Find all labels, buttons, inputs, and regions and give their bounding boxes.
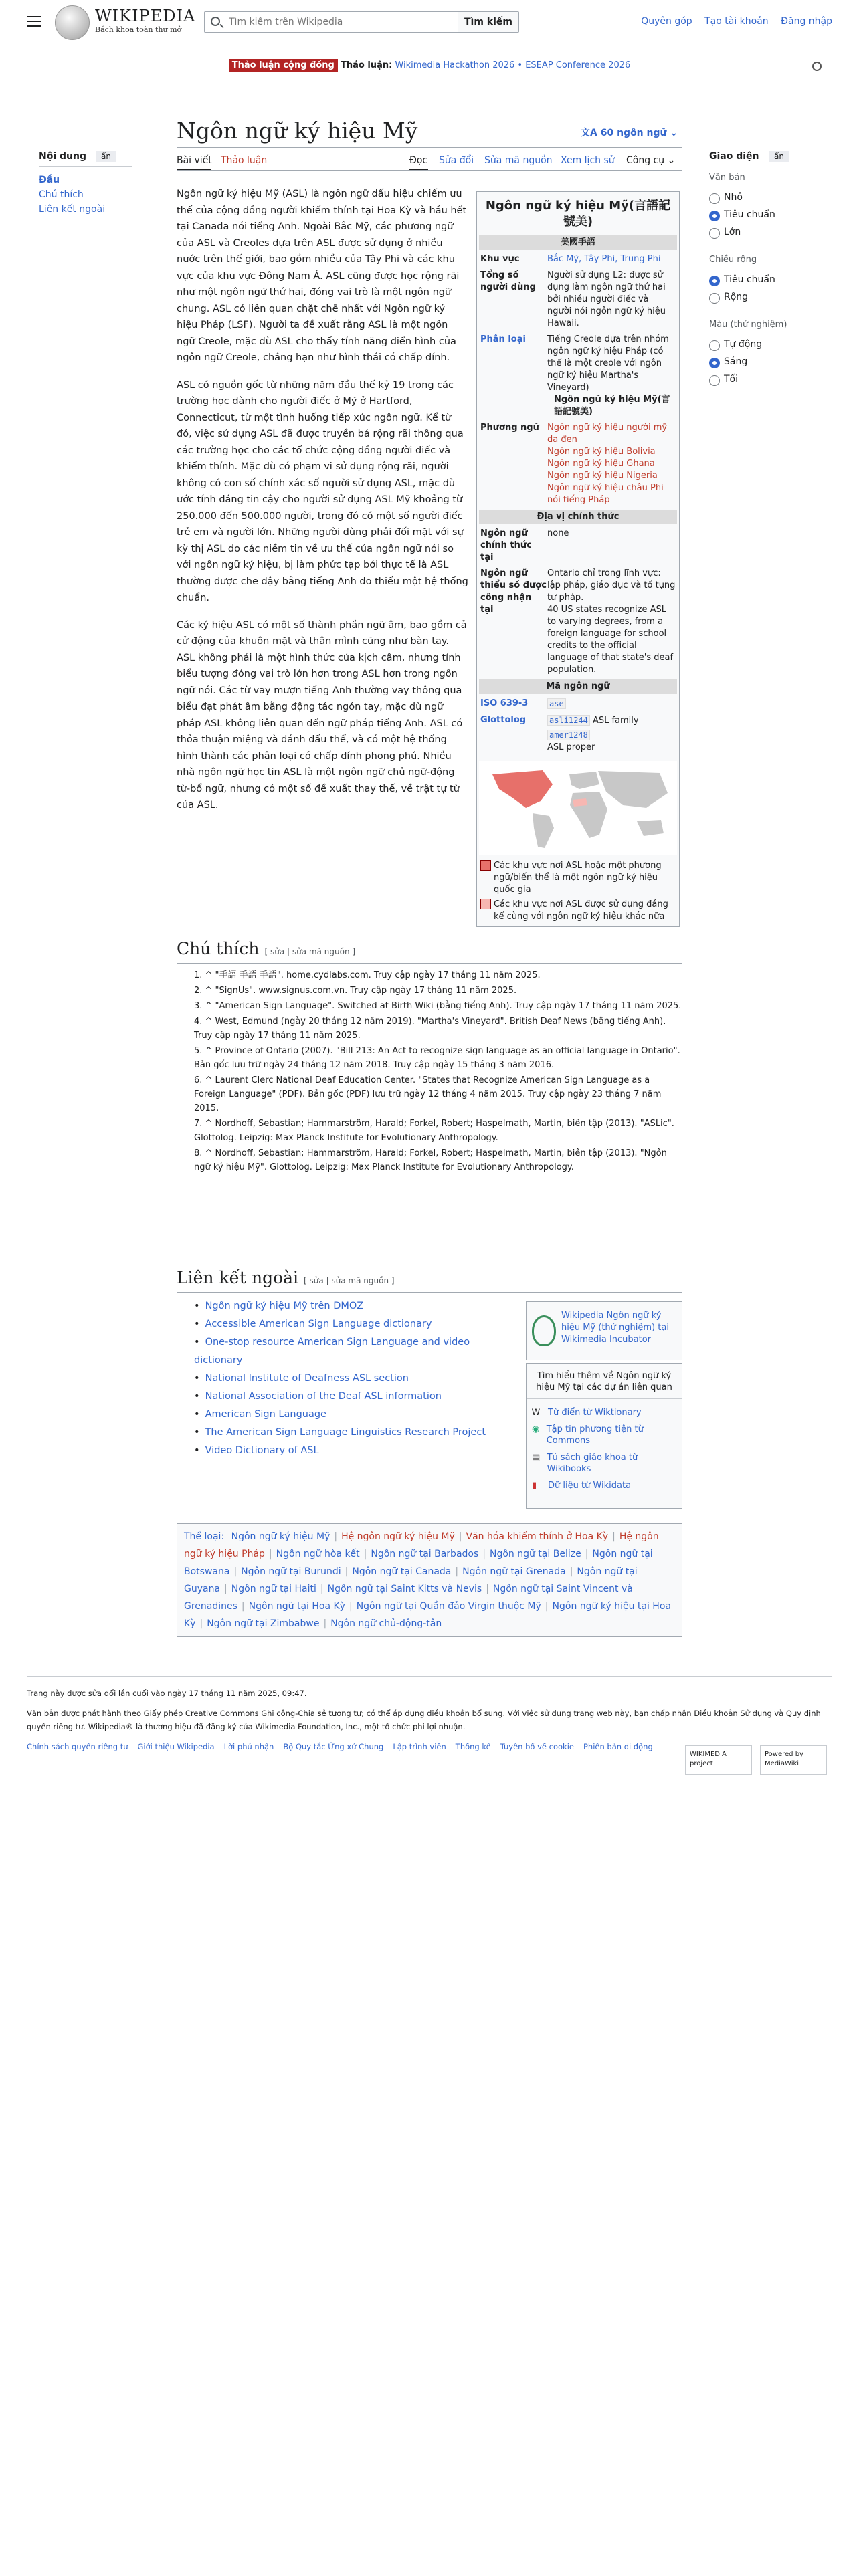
legend-text: Các khu vực nơi ASL hoặc một phương ngữ/biến thể là một ngôn ngữ ký hiệu quốc gia xyxy=(494,861,662,895)
wikipedia-globe-logo[interactable] xyxy=(55,5,90,40)
incubator-link[interactable]: Wikimedia Incubator xyxy=(561,1335,652,1345)
external-link[interactable]: • American Sign Language xyxy=(194,1406,508,1424)
infobox-minority-2: 40 US states recognize ASL to varying degrees, from a foreign language for school credits to the official language of that state's deaf population. xyxy=(547,605,674,675)
external-link[interactable]: • The American Sign Language Linguistics Research Project xyxy=(194,1424,508,1442)
reference-item: 3. ^ "American Sign Language". Switched at Birth Wiki (bằng tiếng Anh). Truy cập ngày 17 tháng 11 năm 2025. xyxy=(194,1001,682,1011)
category-separator: | xyxy=(363,1549,367,1560)
category-separator: | xyxy=(545,1601,549,1612)
sister-link[interactable]: Tủ sách giáo khoa từ Wikibooks xyxy=(547,1453,638,1474)
infobox-label: Khu vực xyxy=(480,254,520,264)
site-notice-banner xyxy=(0,60,859,70)
map-region xyxy=(533,813,554,848)
reference-item: 5. ^ Province of Ontario (2007). "Bill 213: An Act to recognize sign language as an official language in Ontario". Bản gốc lưu trữ ngày 24 tháng 12 năm 2018. Truy cập ngày 15 tháng 3 năm 2016. xyxy=(194,1046,680,1070)
banner-dismiss-icon[interactable] xyxy=(812,62,822,71)
reference-item: 8. ^ Nordhoff, Sebastian; Hammarström, Harald; Forkel, Robert; Haspelmath, Martin, biên tập (2013). "Ngôn ngữ ký hiệu Mỹ". Glottolog. Leipzig: Max Planck Institute for Evolutionary Anthropology. xyxy=(194,1148,667,1172)
map-region xyxy=(569,772,599,789)
search-button[interactable]: Tìm kiếm xyxy=(458,11,519,33)
last-modified: Trang này được sửa đổi lần cuối vào ngày 17 tháng 11 năm 2025, 09:47. xyxy=(27,1689,307,1698)
section-title: Liên kết ngoài xyxy=(177,1268,299,1287)
reference-item: 7. ^ Nordhoff, Sebastian; Hammarström, Harald; Forkel, Robert; Haspelmath, Martin, biên tập (2013). "ASLic". Glottolog. Leipzig: Max Planck Institute for Evolutionary Anthropology. xyxy=(194,1119,674,1143)
title-divider xyxy=(177,147,682,148)
reference-item: 6. ^ Laurent Clerc National Deaf Education Center. "States that Recognize American Sign Language as a Foreign Language" (PDF). Bản gốc (PDF) lưu trữ ngày 12 tháng 4 năm 2015. Truy cập ngày 23 tháng 7 năm 2015. xyxy=(194,1075,662,1113)
lead-paragraph-1: Ngôn ngữ ký hiệu Mỹ (ASL) là ngôn ngữ dấu hiệu chiếm ưu thế của cộng đồng người khiếm thính tại Hoa Kỳ và hầu hết tại Canada nói tiếng Anh. Ngoài Bắc Mỹ, các phương ngữ của ASL và Creoles dựa trên ASL được sử dụng ở nhiều nước trên thế giới, bao gồm nhiều của Tây Phi và các khu vực của khu vực Đông Nam Á. ASL cũng được học rộng rãi như một ngôn ngữ thứ hai, đóng vai trò là một ngôn ngữ chung. ASL có liên quan chặt chẽ nhất với Ngôn ngữ ký hiệu Pháp (LSF). Người ta đề xuất rằng ASL là một ngôn ngữ Creole, mặc dù ASL cho thấy tính năng điển hình của ngôn ngữ Creole, chẳng hạn như hình thái có chấp dính. xyxy=(177,189,467,363)
translate-icon: 文A xyxy=(581,128,601,138)
text-size-large-radio[interactable]: Lớn xyxy=(709,227,830,237)
commons-icon: ◉ xyxy=(532,1424,540,1434)
section-heading-external-links xyxy=(177,1268,395,1287)
infobox-region[interactable]: Bắc Mỹ, Tây Phi, Trung Phi xyxy=(547,254,661,264)
sister-projects-heading: Tìm hiểu thêm về Ngôn ngữ ký hiệu Mỹ tại các dự án liên quan xyxy=(527,1364,682,1399)
category-link[interactable]: Hệ ngôn ngữ ký hiệu Pháp xyxy=(184,1531,659,1560)
category-link[interactable]: Ngôn ngữ tại Guyana xyxy=(184,1566,638,1594)
category-link[interactable]: Hệ ngôn ngữ ký hiệu Mỹ xyxy=(341,1531,455,1542)
page-tabs xyxy=(177,155,682,174)
category-link[interactable]: Ngôn ngữ tại Canada xyxy=(352,1566,452,1577)
category-separator: | xyxy=(268,1549,272,1560)
category-link[interactable]: Ngôn ngữ chủ-động-tân xyxy=(330,1618,442,1629)
width-wide-radio[interactable]: Rộng xyxy=(709,292,830,302)
sister-link[interactable]: Dữ liệu từ Wikidata xyxy=(548,1481,632,1491)
category-link[interactable]: Ngôn ngữ hòa kết xyxy=(276,1549,360,1560)
tab-talk[interactable]: Thảo luận xyxy=(221,155,268,166)
width-standard-radio[interactable]: Tiêu chuẩn xyxy=(709,274,830,285)
category-separator: | xyxy=(224,1584,227,1594)
category-list xyxy=(184,1531,671,1629)
map-region xyxy=(492,770,553,808)
login-link[interactable]: Đăng nhập xyxy=(781,16,832,27)
tab-article[interactable]: Bài viết xyxy=(177,155,212,166)
text-size-standard-radio[interactable]: Tiêu chuẩn xyxy=(709,209,830,220)
dialect-link[interactable]: Ngôn ngữ ký hiệu người mỹ da đen xyxy=(547,423,668,445)
text-size-label: Văn bản xyxy=(709,173,830,185)
sister-projects-box xyxy=(526,1363,682,1509)
category-box xyxy=(177,1523,682,1637)
infobox-class-bullet: Ngôn ngữ ký hiệu Mỹ(言語記號美) xyxy=(554,395,670,417)
wikidata-icon: ▮ xyxy=(532,1481,537,1491)
user-links xyxy=(632,16,832,27)
external-link[interactable]: • Accessible American Sign Language dictionary xyxy=(194,1315,508,1333)
dialect-link[interactable]: Ngôn ngữ ký hiệu châu Phi nói tiếng Pháp xyxy=(547,483,664,505)
infobox-label[interactable]: ISO 639-3 xyxy=(480,698,529,708)
sister-link[interactable]: Tập tin phương tiện từ Commons xyxy=(546,1424,644,1446)
banner-label: Thảo luận: xyxy=(341,60,393,70)
external-link[interactable]: • National Association of the Deaf ASL information xyxy=(194,1388,508,1406)
category-link[interactable]: Ngôn ngữ tại Hoa Kỳ xyxy=(248,1601,345,1612)
tabs-divider xyxy=(177,170,682,171)
section-title: Chú thích xyxy=(177,939,260,958)
footer-link[interactable]: Lập trình viên xyxy=(393,1742,446,1751)
infobox-minority: Ontario chỉ trong lĩnh vực: lập pháp, giáo dục và tố tụng tư pháp. xyxy=(547,568,676,603)
lead-paragraph-2: ASL có nguồn gốc từ những năm đầu thế kỷ 19 trong các trường học dành cho người điếc ở Mỹ ở Hartford, Connecticut, từ một tình huống tiếp xúc ngôn ngữ. Kể từ đó, việc sử dụng ASL đã được truyền bá rộng rãi thông qua các trường học cho các tổ chức cộng đồng người điếc và khiếm thính. Mặc dù có phạm vi sử dụng rộng rãi, người không có con số chính xác số người sử dụng ASL, mặc dù ước tính đáng tin cậy cho người sử dụng ASL Mỹ khoảng từ 250.000 đến 500.000 người, trong đó có một số người điếc trẻ em và người lớn. Những người dùng phải đối mặt với sự kỳ thị ASL do các niềm tin về ưu thế của ngôn ngữ nói so với ngôn ngữ ký hiệu, bị làm phức tạp bởi thực tế là ASL thường được che đậy bằng tiếng Anh do thiếu một hệ thống chuẩn. xyxy=(177,379,468,603)
search-icon xyxy=(211,17,220,26)
language-selector[interactable] xyxy=(581,126,678,139)
category-link[interactable]: Ngôn ngữ tại Botswana xyxy=(184,1549,653,1577)
glottolog-note: ASL family xyxy=(592,716,639,726)
color-dark-radio[interactable]: Tối xyxy=(709,374,830,385)
incubator-icon xyxy=(532,1315,556,1346)
mediawiki-badge[interactable]: Powered by MediaWiki xyxy=(760,1745,827,1775)
banner-tag: Thảo luận cộng đồng xyxy=(229,59,338,72)
iso-code[interactable]: ase xyxy=(547,698,566,709)
wikipedia-wordmark[interactable]: WIKIPEDIA xyxy=(95,7,196,25)
glottolog-code[interactable]: amer1248 xyxy=(547,730,590,740)
site-header xyxy=(0,0,859,44)
wikimedia-badge[interactable]: WIKIMEDIA project xyxy=(685,1745,752,1775)
category-link[interactable]: Ngôn ngữ tại Saint Vincent và Grenadines xyxy=(184,1584,633,1612)
category-link[interactable]: Ngôn ngữ tại Barbados xyxy=(371,1549,479,1560)
infobox-label[interactable]: Glottolog xyxy=(480,715,527,725)
appearance-hide-button[interactable]: ẩn xyxy=(769,151,789,162)
glottolog-code[interactable]: asli1244 xyxy=(547,715,590,726)
category-separator: | xyxy=(345,1566,349,1577)
category-link[interactable]: Ngôn ngữ tại Zimbabwe xyxy=(207,1618,320,1629)
appearance-title: Giao diện xyxy=(709,151,759,162)
category-link[interactable]: Ngôn ngữ tại Haiti xyxy=(231,1584,316,1594)
sister-link[interactable]: Từ điển từ Wiktionary xyxy=(548,1408,642,1418)
external-link[interactable]: • Video Dictionary of ASL xyxy=(194,1442,508,1460)
infobox-speakers: Người sử dụng L2: được sử dụng làm ngôn ngữ thứ hai bởi nhiều người điếc và người nói ngôn ngữ ký hiệu Hawaii. xyxy=(547,270,666,328)
text-size-small-radio[interactable]: Nhỏ xyxy=(709,192,830,203)
lead-paragraph-3: Các ký hiệu ASL có một số thành phần ngữ âm, bao gồm cả cử động của khuôn mặt và thân mình cũng như bàn tay. ASL không phải là một hình thức của kịch câm, nhưng tính biểu tượng đóng vai trò lớn hơn trong ASL hơn trong ngôn ngữ nói. Các từ vay mượn tiếng Anh thường vay thông qua biểu đạt phát âm bằng động tác ngón tay, mặc dù ngữ pháp ASL không liên quan đến ngữ pháp tiếng Anh. ASL có thỏa thuận miệng và đánh dấu thể, và có một hệ thống hình thành các phân loại có chấp dính phong phú. Nhiều nhà ngôn ngữ học tin ASL là một ngôn ngữ chủ ngữ-động từ-bổ ngữ, nhưng có một số đề xuất thay thế, về trật tự từ của ASL. xyxy=(177,619,467,811)
footer xyxy=(27,1687,832,1753)
category-link[interactable]: Ngôn ngữ tại Quần đảo Virgin thuộc Mỹ xyxy=(356,1601,541,1612)
tab-history[interactable]: Xem lịch sử xyxy=(561,155,615,166)
create-account-link[interactable]: Tạo tài khoản xyxy=(704,16,769,27)
color-label: Màu (thử nghiệm) xyxy=(709,320,830,332)
tab-edit[interactable]: Sửa đổi xyxy=(439,155,474,166)
footer-link[interactable]: Bộ Quy tắc Ứng xử Chung xyxy=(283,1742,384,1751)
tab-edit-source[interactable]: Sửa mã nguồn xyxy=(484,155,553,166)
tab-read[interactable]: Đọc xyxy=(409,155,428,166)
main-menu-icon[interactable] xyxy=(27,14,41,26)
color-light-radio[interactable]: Sáng xyxy=(709,356,830,367)
section-divider xyxy=(177,963,682,964)
category-separator: | xyxy=(569,1566,573,1577)
category-separator: | xyxy=(323,1618,327,1629)
world-map[interactable] xyxy=(479,761,677,855)
category-link[interactable]: Ngôn ngữ ký hiệu tại Hoa Kỳ xyxy=(184,1601,671,1629)
category-separator: | xyxy=(486,1584,489,1594)
infobox-label[interactable]: Phân loại xyxy=(480,334,526,344)
category-separator: | xyxy=(455,1566,459,1577)
infobox-codes-header: Mã ngôn ngữ xyxy=(479,679,677,694)
category-link[interactable]: Văn hóa khiếm thính ở Hoa Kỳ xyxy=(466,1531,609,1542)
license-text: Văn bản được phát hành theo Giấy phép Creative Commons Ghi công-Chia sẻ tương tự; có thể áp dụng điều khoản bổ sung. Với việc sử dụng trang web này, bạn chấp nhận Điều khoản Sử dụng và Quy định quyền riêng tư. Wikipedia® là thương hiệu đã đăng ký của Wikimedia Foundation, Inc., một tổ chức phi lợi nhuận. xyxy=(27,1709,821,1731)
incubator-box xyxy=(526,1301,682,1360)
reference-item: 2. ^ "SignUs". www.signus.com.vn. Truy cập ngày 17 tháng 11 năm 2025. xyxy=(194,986,517,996)
infobox-label: Ngôn ngữ chính thức tại xyxy=(480,528,532,562)
external-link-list xyxy=(194,1297,508,1460)
categories-label[interactable]: Thể loại: xyxy=(184,1531,225,1542)
reference-item: 1. ^ "手語 手語 手語". home.cydlabs.com. Truy cập ngày 17 tháng 11 năm 2025. xyxy=(194,970,541,980)
infobox-label: Ngôn ngữ thiểu số được công nhận tại xyxy=(480,568,547,615)
infobox-official: none xyxy=(547,528,569,538)
article-body xyxy=(177,186,468,825)
category-separator: | xyxy=(612,1531,615,1542)
legend-text: Các khu vực nơi ASL được sử dụng đáng kể cùng với ngôn ngữ ký hiệu khác nữa xyxy=(494,899,668,922)
reference-item: 4. ^ West, Edmund (ngày 20 tháng 12 năm 2019). "Martha's Vineyard". British Deaf News (bằng tiếng Anh). Truy cập ngày 17 tháng 11 năm 2025. xyxy=(194,1016,666,1041)
category-link[interactable]: Ngôn ngữ tại Burundi xyxy=(241,1566,341,1577)
infobox-classification: Tiếng Creole dựa trên nhóm ngôn ngữ ký hiệu Pháp (có thể là một creole với ngôn ngữ ký hiệu Martha's Vineyard) xyxy=(547,334,669,393)
infobox-status-header: Địa vị chính thức xyxy=(479,510,677,524)
category-separator: | xyxy=(233,1566,237,1577)
legend-swatch-significant xyxy=(480,899,491,909)
category-separator: | xyxy=(458,1531,462,1542)
footer-link[interactable]: Tuyên bố về cookie xyxy=(500,1742,574,1751)
map-region xyxy=(570,792,607,838)
tools-label: Công cụ xyxy=(626,155,665,166)
map-region xyxy=(598,771,668,808)
category-separator: | xyxy=(334,1531,338,1542)
language-count: 60 ngôn ngữ xyxy=(600,128,667,138)
chevron-down-icon: ⌄ xyxy=(666,128,678,138)
external-link[interactable]: • One-stop resource American Sign Language and video dictionary xyxy=(194,1333,508,1370)
toc-item-top[interactable]: Đầu xyxy=(39,175,60,185)
infobox-label: Tổng số người dùng xyxy=(480,270,536,292)
footer-link[interactable]: Lời phủ nhận xyxy=(223,1742,274,1751)
wikipedia-tagline: Bách khoa toàn thư mở xyxy=(95,25,182,34)
incubator-text[interactable]: Wikipedia Ngôn ngữ ký hiệu Mỹ (thử nghiệm) tại xyxy=(561,1311,669,1333)
external-link[interactable]: • National Institute of Deafness ASL section xyxy=(194,1370,508,1388)
reference-list xyxy=(194,968,682,1176)
legend-swatch-national xyxy=(480,860,491,871)
section-heading-references xyxy=(177,939,355,958)
external-link[interactable]: • Ngôn ngữ ký hiệu Mỹ trên DMOZ xyxy=(194,1297,508,1315)
search-input[interactable] xyxy=(227,15,448,29)
category-separator: | xyxy=(585,1549,589,1560)
category-separator: | xyxy=(241,1601,245,1612)
dialect-link[interactable]: Ngôn ngữ ký hiệu Bolivia xyxy=(547,447,656,457)
table-of-contents xyxy=(39,151,132,215)
toc-item-external-links[interactable]: Liên kết ngoài xyxy=(39,204,106,215)
banner-link[interactable]: Wikimedia Hackathon 2026 • ESEAP Conference 2026 xyxy=(395,60,631,70)
section-divider xyxy=(177,1292,682,1293)
category-link[interactable]: Ngôn ngữ tại Grenada xyxy=(462,1566,566,1577)
infobox-title: Ngôn ngữ ký hiệu Mỹ(言語記號美) xyxy=(485,199,671,229)
footer-divider xyxy=(27,1676,832,1677)
category-link[interactable]: Ngôn ngữ tại Belize xyxy=(489,1549,581,1560)
category-link[interactable]: Ngôn ngữ ký hiệu Mỹ xyxy=(231,1531,330,1542)
section-edit-link[interactable]: [ sửa | sửa mã nguồn ] xyxy=(304,1276,395,1285)
infobox xyxy=(476,191,680,927)
toc-item-references[interactable]: Chú thích xyxy=(39,189,84,200)
page-title: Ngôn ngữ ký hiệu Mỹ xyxy=(177,118,418,144)
glottolog-note: ASL proper xyxy=(547,742,595,752)
map-region xyxy=(637,820,664,836)
map-region-west-africa xyxy=(573,798,587,807)
footer-link[interactable]: Giới thiệu Wikipedia xyxy=(137,1742,215,1751)
footer-link[interactable]: Chính sách quyền riêng tư xyxy=(27,1742,128,1751)
dialect-link[interactable]: Ngôn ngữ ký hiệu Ghana xyxy=(547,459,655,469)
tools-menu[interactable]: Công cụ ⌄ xyxy=(626,155,676,166)
wiktionary-icon: Ꮃ xyxy=(532,1408,541,1418)
infobox-native-name: 美國手語 xyxy=(479,235,677,250)
color-auto-radio[interactable]: Tự động xyxy=(709,339,830,350)
category-link[interactable]: Ngôn ngữ tại Saint Kitts và Nevis xyxy=(327,1584,482,1594)
category-separator: | xyxy=(199,1618,203,1629)
category-separator: | xyxy=(482,1549,486,1560)
category-separator: | xyxy=(320,1584,324,1594)
toc-title: Nội dung xyxy=(39,151,86,162)
footer-link[interactable]: Phiên bản di động xyxy=(583,1742,653,1751)
dialect-link[interactable]: Ngôn ngữ ký hiệu Nigeria xyxy=(547,471,658,481)
footer-link[interactable]: Thống kê xyxy=(455,1742,491,1751)
wikibooks-icon: ▤ xyxy=(532,1453,541,1463)
world-map-graphic xyxy=(479,761,677,855)
search-box xyxy=(204,11,458,33)
category-separator: | xyxy=(349,1601,353,1612)
width-label: Chiều rộng xyxy=(709,255,830,267)
appearance-panel xyxy=(709,151,830,385)
section-edit-link[interactable]: [ sửa | sửa mã nguồn ] xyxy=(264,947,356,956)
donate-link[interactable]: Quyên góp xyxy=(641,16,692,27)
infobox-label: Phương ngữ xyxy=(480,423,539,433)
toc-hide-button[interactable]: ẩn xyxy=(96,151,116,162)
